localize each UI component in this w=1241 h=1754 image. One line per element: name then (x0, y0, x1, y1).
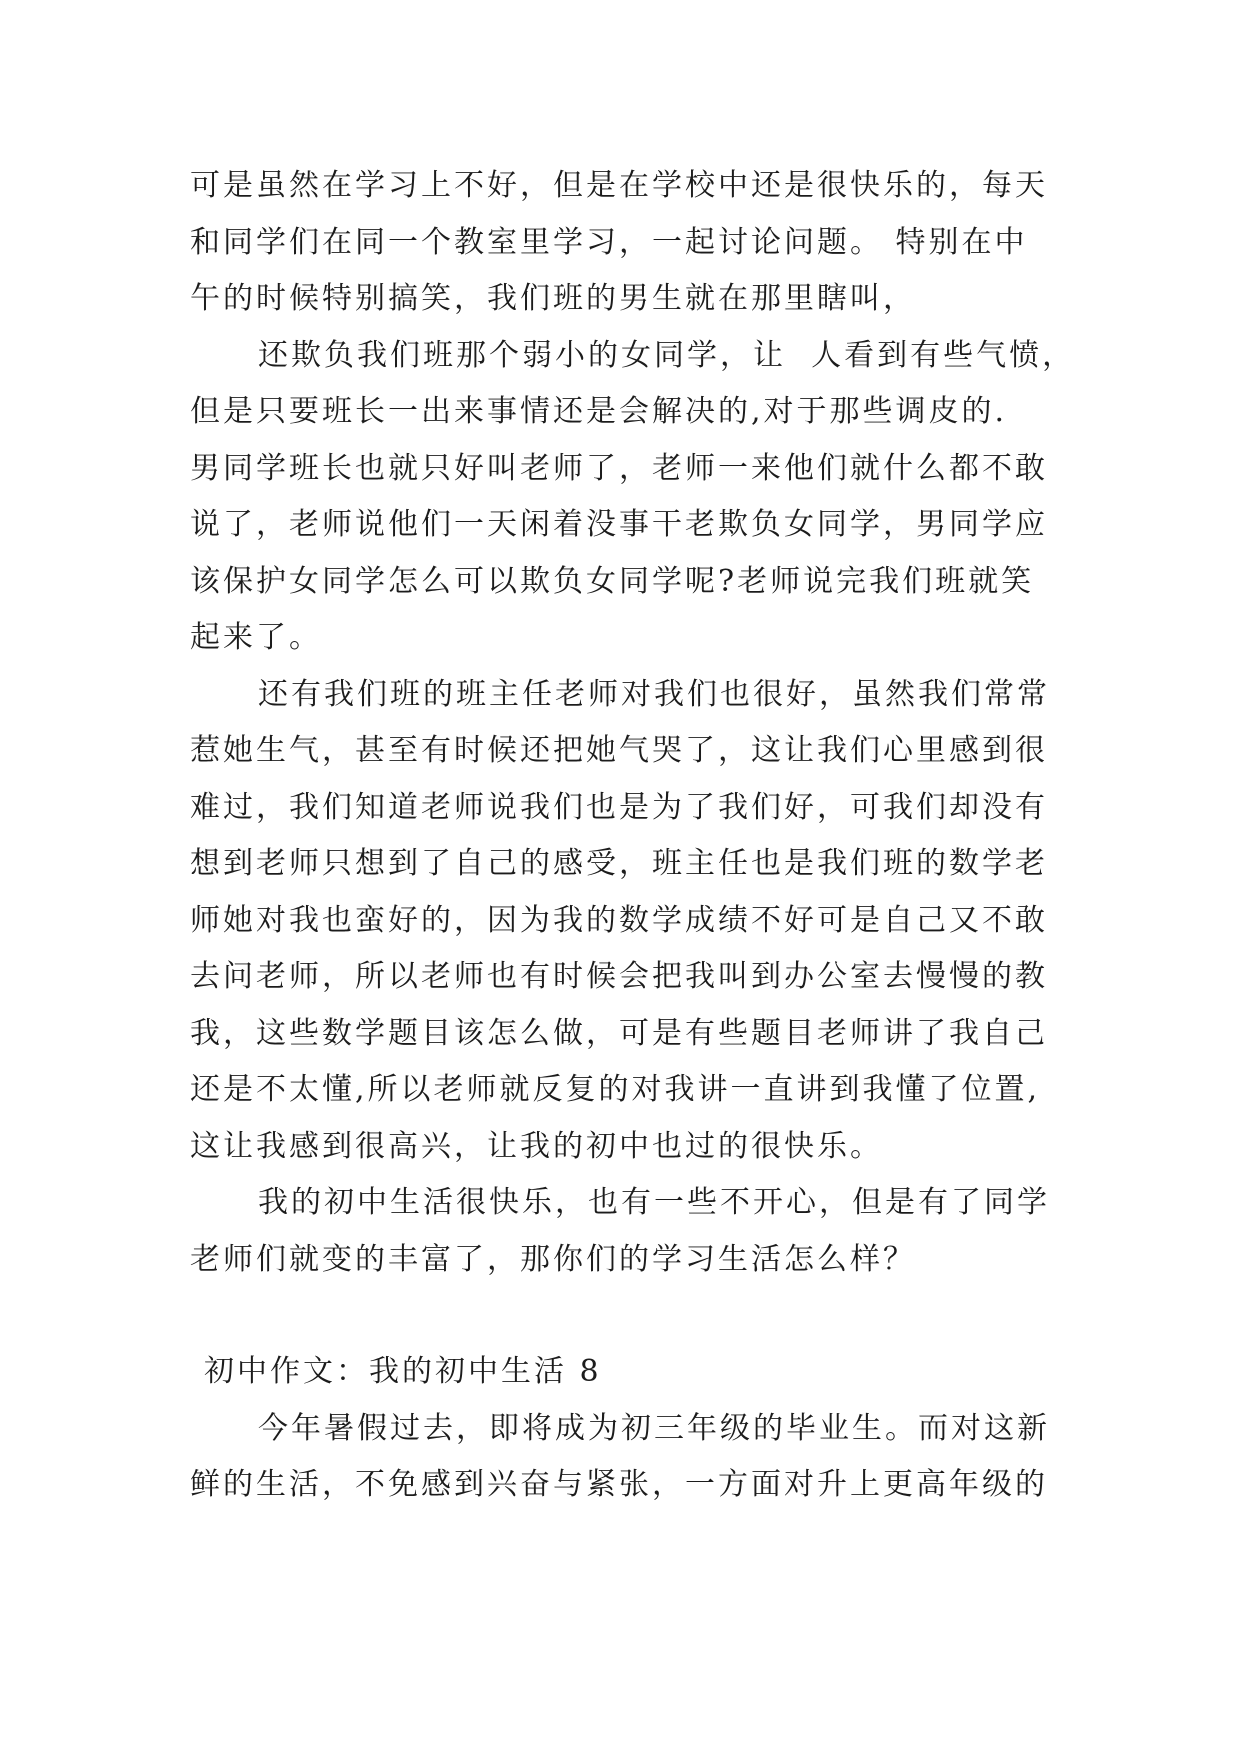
text-line: 老师们就变的丰富了，那你们的学习生活怎么样？ (190, 1241, 916, 1277)
text-line: 但是只要班长一出来事情还是会解决的,对于那些调皮的. (190, 394, 1008, 429)
paragraph-3 (190, 667, 1050, 1176)
text-line: 可是虽然在学习上不好，但是在学校中还是很快乐的，每天 (190, 168, 1048, 203)
paragraph-5 (190, 1401, 1050, 1514)
section-spacer (190, 1288, 1050, 1344)
text-line: 这让我感到很高兴，让我的初中也过的很快乐。 (190, 1128, 883, 1164)
paragraph-1 (190, 158, 1050, 328)
text-line: 我的初中生活很快乐，也有一些不开心，但是有了同学 (258, 1185, 1050, 1220)
text-line: 还是不太懂,所以老师就反复的对我讲一直讲到我懂了位置, (190, 1072, 1041, 1107)
text-line: 师她对我也蛮好的，因为我的数学成绩不好可是自己又不敢 (190, 902, 1048, 938)
text-line: 说了，老师说他们一天闲着没事干老欺负女同学，男同学应 (190, 507, 1048, 542)
text-line: 去问老师，所以老师也有时候会把我叫到办公室去慢慢的教 (190, 959, 1048, 994)
text-line: 难过，我们知道老师说我们也是为了我们好，可我们却没有 (190, 789, 1048, 825)
text-line: 想到老师只想到了自己的感受，班主任也是我们班的数学老 (190, 846, 1048, 881)
section-heading: 初中作文：我的初中生活 8 (204, 1354, 602, 1389)
text-line: 还欺负我们班那个弱小的女同学，让 人看到有些气愤， (258, 337, 1076, 373)
text-line: 今年暑假过去，即将成为初三年级的毕业生。而对这新 (258, 1410, 1050, 1446)
paragraph-4 (190, 1175, 1050, 1288)
paragraph-2 (190, 328, 1076, 667)
text-line: 鲜的生活，不免感到兴奋与紧张，一方面对升上更高年级的 (190, 1467, 1048, 1502)
document-body (190, 158, 1076, 1514)
text-line: 惹她生气，甚至有时候还把她气哭了，这让我们心里感到很 (190, 733, 1048, 768)
text-line: 午的时候特别搞笑，我们班的男生就在那里瞎叫， (190, 281, 916, 316)
text-line: 该保护女同学怎么可以欺负女同学呢?老师说完我们班就笑 (190, 563, 1035, 599)
text-line: 起来了。 (190, 620, 322, 655)
text-line: 我，这些数学题目该怎么做，可是有些题目老师讲了我自己 (190, 1015, 1048, 1051)
text-line: 还有我们班的班主任老师对我们也很好，虽然我们常常 (258, 676, 1050, 712)
text-line: 和同学们在同一个教室里学习，一起讨论问题。 特别在中 (190, 224, 1028, 260)
text-line: 男同学班长也就只好叫老师了，老师一来他们就什么都不敢 (190, 450, 1048, 486)
